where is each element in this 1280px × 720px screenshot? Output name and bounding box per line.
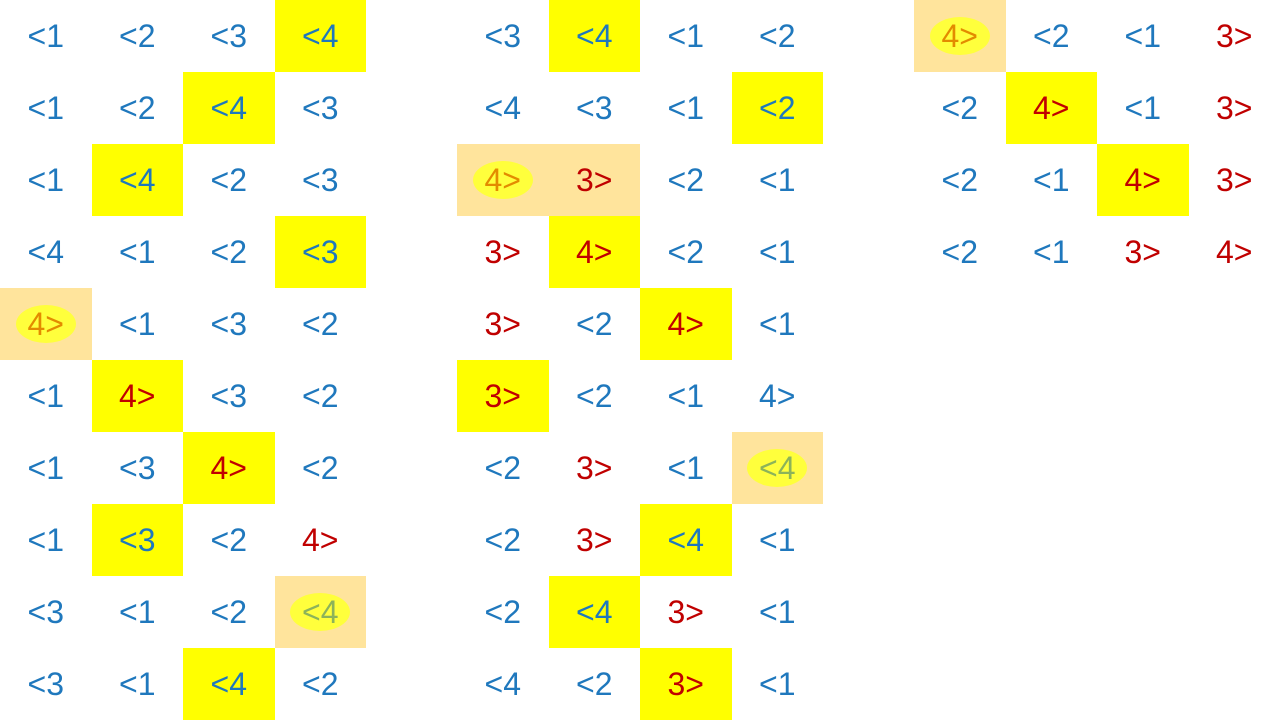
grid-2-cell	[457, 576, 549, 648]
cell-value: <2	[484, 522, 521, 558]
cell-value: <1	[1124, 90, 1161, 126]
grid-1-cell	[0, 432, 92, 504]
grid-2-cell	[732, 432, 824, 504]
grid-2-cell	[549, 504, 641, 576]
cell-value: <1	[119, 666, 156, 702]
cell-value: <3	[27, 594, 64, 630]
grid-2-cell	[640, 144, 732, 216]
cell-value: <1	[667, 18, 704, 54]
grid-2-cell	[732, 576, 824, 648]
cell-value: <1	[667, 450, 704, 486]
cell-value: <2	[759, 18, 796, 54]
grid-1-cell	[183, 288, 275, 360]
grid-2-cell	[457, 648, 549, 720]
grid-1-cell	[275, 504, 367, 576]
grid-2-cell	[732, 504, 824, 576]
grid-2-cell	[549, 576, 641, 648]
grid-1-cell	[183, 360, 275, 432]
cell-value: <2	[667, 162, 704, 198]
cell-value: <2	[119, 18, 156, 54]
grid-2-cell	[549, 288, 641, 360]
cell-value: <2	[759, 90, 796, 126]
grid-3-cell	[1097, 216, 1189, 288]
grid-2-cell	[549, 648, 641, 720]
grid-1-cell	[0, 576, 92, 648]
grid-1-cell	[92, 288, 184, 360]
grid-2-cell	[640, 72, 732, 144]
cell-value: <1	[27, 18, 64, 54]
grid-1-cell	[183, 0, 275, 72]
grid-3-cell	[1189, 72, 1280, 144]
grid-2-cell	[549, 72, 641, 144]
grid-2-cell	[640, 288, 732, 360]
cell-value: 3>	[667, 666, 704, 702]
grid-1-cell	[275, 288, 367, 360]
cell-value: 4>	[1216, 234, 1253, 270]
cell-value: <2	[941, 162, 978, 198]
grid-2-cell	[732, 144, 824, 216]
grid-3-cell	[914, 0, 1006, 72]
cell-value: 3>	[1216, 162, 1253, 198]
cell-value: <3	[210, 18, 247, 54]
cell-value: 4>	[941, 18, 978, 54]
cell-value: 3>	[667, 594, 704, 630]
cell-value: <2	[667, 234, 704, 270]
cell-value: <1	[759, 162, 796, 198]
cell-value: 3>	[1216, 18, 1253, 54]
grid-3-cell	[914, 144, 1006, 216]
cell-value: 3>	[484, 306, 521, 342]
cell-value: <1	[27, 450, 64, 486]
cell-value: <3	[302, 162, 339, 198]
cell-value: <4	[759, 450, 796, 486]
cell-value: <4	[576, 594, 613, 630]
cell-value: <1	[759, 522, 796, 558]
cell-value: <2	[484, 450, 521, 486]
cell-value: <2	[210, 594, 247, 630]
cell-value: <2	[941, 90, 978, 126]
cell-value: <1	[759, 594, 796, 630]
cell-value: 4>	[1124, 162, 1161, 198]
cell-value: <3	[210, 378, 247, 414]
cell-value: <2	[210, 522, 247, 558]
grid-1-cell	[0, 0, 92, 72]
grid-1-cell	[0, 216, 92, 288]
grid-2-cell	[640, 504, 732, 576]
cell-value: <4	[210, 666, 247, 702]
grid-1-cell	[275, 648, 367, 720]
cell-value: <4	[484, 666, 521, 702]
cell-value: 3>	[576, 162, 613, 198]
cell-value: 4>	[210, 450, 247, 486]
grid-3-cell	[914, 72, 1006, 144]
grid-2-cell	[457, 216, 549, 288]
cell-value: <2	[576, 378, 613, 414]
grid-1-cell	[275, 360, 367, 432]
grid-3-cell	[1006, 72, 1098, 144]
cell-value: <2	[576, 666, 613, 702]
grid-2-cell	[640, 216, 732, 288]
grid-2-cell	[640, 0, 732, 72]
cell-value: <2	[119, 90, 156, 126]
grid-1-cell	[0, 504, 92, 576]
cell-value: <3	[27, 666, 64, 702]
cell-value: <2	[302, 450, 339, 486]
cell-value: 3>	[1216, 90, 1253, 126]
cell-value: <3	[302, 234, 339, 270]
cell-value: 4>	[302, 522, 339, 558]
cell-value: <1	[1033, 234, 1070, 270]
cell-value: <1	[119, 234, 156, 270]
grid-2-cell	[732, 0, 824, 72]
grid-1-cell	[183, 648, 275, 720]
cell-value: <2	[484, 594, 521, 630]
cell-value: 3>	[576, 450, 613, 486]
cell-value: 3>	[484, 234, 521, 270]
cell-value: <3	[576, 90, 613, 126]
cell-value: 4>	[576, 234, 613, 270]
cell-value: <1	[759, 234, 796, 270]
grid-1-cell	[92, 360, 184, 432]
grid-1-cell	[92, 648, 184, 720]
cell-value: <2	[941, 234, 978, 270]
cell-value: <1	[27, 90, 64, 126]
cell-value: <2	[1033, 18, 1070, 54]
cell-value: <2	[576, 306, 613, 342]
grid-2-cell	[457, 144, 549, 216]
grid-2-cell	[457, 288, 549, 360]
cell-value: <1	[759, 666, 796, 702]
cell-value: 3>	[1124, 234, 1161, 270]
grid-1-cell	[0, 648, 92, 720]
cell-value: <1	[27, 162, 64, 198]
grid-2-cell	[732, 648, 824, 720]
grid-2-cell	[457, 504, 549, 576]
cell-value: <2	[210, 162, 247, 198]
grid-1-cell	[92, 0, 184, 72]
cell-value: 3>	[484, 378, 521, 414]
grid-1-cell	[92, 504, 184, 576]
grid-2-cell	[457, 0, 549, 72]
cell-value: 3>	[576, 522, 613, 558]
grid-3-cell	[1189, 216, 1280, 288]
cell-value: <1	[119, 306, 156, 342]
grid-2-cell	[640, 360, 732, 432]
grid-2-cell	[640, 648, 732, 720]
cell-value: <1	[1124, 18, 1161, 54]
grid-2-cell	[732, 360, 824, 432]
grid-1-cell	[275, 0, 367, 72]
grid-2-cell	[732, 288, 824, 360]
cell-value: <3	[119, 522, 156, 558]
grid-2-cell	[640, 432, 732, 504]
grid-1-cell	[92, 216, 184, 288]
grid-2-cell	[549, 216, 641, 288]
cell-value: <1	[27, 378, 64, 414]
cell-value: <3	[484, 18, 521, 54]
cell-value: <4	[302, 18, 339, 54]
cell-value: <3	[119, 450, 156, 486]
cell-value: <2	[210, 234, 247, 270]
grid-2-cell	[640, 576, 732, 648]
grid-1-cell	[275, 216, 367, 288]
cell-value: 4>	[27, 306, 64, 342]
cell-value: <1	[759, 306, 796, 342]
grid-1-cell	[92, 576, 184, 648]
cell-value: <4	[484, 90, 521, 126]
grid-2-cell	[457, 432, 549, 504]
cell-value: <4	[576, 18, 613, 54]
cell-value: <4	[27, 234, 64, 270]
grid-3-cell	[1006, 0, 1098, 72]
cell-value: <1	[1033, 162, 1070, 198]
grid-3-cell	[1189, 144, 1280, 216]
grid-1-cell	[183, 72, 275, 144]
cell-value: <1	[667, 378, 704, 414]
grid-3-cell	[1006, 144, 1098, 216]
grid-1-cell	[183, 576, 275, 648]
grid-1-cell	[183, 216, 275, 288]
cell-value: <1	[119, 594, 156, 630]
grid-2-cell	[549, 0, 641, 72]
cell-value: <4	[302, 594, 339, 630]
cell-value: <1	[27, 522, 64, 558]
cell-value: <2	[302, 378, 339, 414]
grid-1-cell	[92, 144, 184, 216]
cell-value: <4	[210, 90, 247, 126]
cell-value: <3	[210, 306, 247, 342]
cell-value: <4	[667, 522, 704, 558]
grid-1-cell	[183, 504, 275, 576]
grid-3-cell	[1097, 72, 1189, 144]
cell-value: <3	[302, 90, 339, 126]
cell-value: 4>	[759, 378, 796, 414]
grid-1-cell	[0, 72, 92, 144]
grid-1-cell	[0, 360, 92, 432]
grid-3-cell	[1097, 144, 1189, 216]
grid-1-cell	[183, 432, 275, 504]
grid-2	[457, 0, 823, 720]
grid-3-cell	[914, 216, 1006, 288]
grid-2-cell	[549, 144, 641, 216]
grid-1-cell	[92, 432, 184, 504]
grid-3-cell	[1097, 0, 1189, 72]
grid-1	[0, 0, 366, 720]
grid-1-cell	[0, 288, 92, 360]
grid-1-cell	[275, 72, 367, 144]
grid-1-cell	[92, 72, 184, 144]
grid-2-cell	[549, 432, 641, 504]
grid-3	[914, 0, 1280, 288]
grid-1-cell	[183, 144, 275, 216]
grid-3-cell	[1006, 216, 1098, 288]
cell-value: <2	[302, 666, 339, 702]
grid-2-cell	[732, 72, 824, 144]
grid-1-cell	[0, 144, 92, 216]
grid-1-cell	[275, 432, 367, 504]
grid-1-cell	[275, 144, 367, 216]
grid-2-cell	[457, 72, 549, 144]
grid-3-cell	[1189, 0, 1280, 72]
cell-value: 4>	[119, 378, 156, 414]
cell-value: 4>	[1033, 90, 1070, 126]
grid-2-cell	[549, 360, 641, 432]
cell-value: <1	[667, 90, 704, 126]
cell-value: <2	[302, 306, 339, 342]
cell-value: 4>	[667, 306, 704, 342]
cell-value: <4	[119, 162, 156, 198]
grid-1-cell	[275, 576, 367, 648]
cell-value: 4>	[484, 162, 521, 198]
grid-2-cell	[732, 216, 824, 288]
grid-2-cell	[457, 360, 549, 432]
